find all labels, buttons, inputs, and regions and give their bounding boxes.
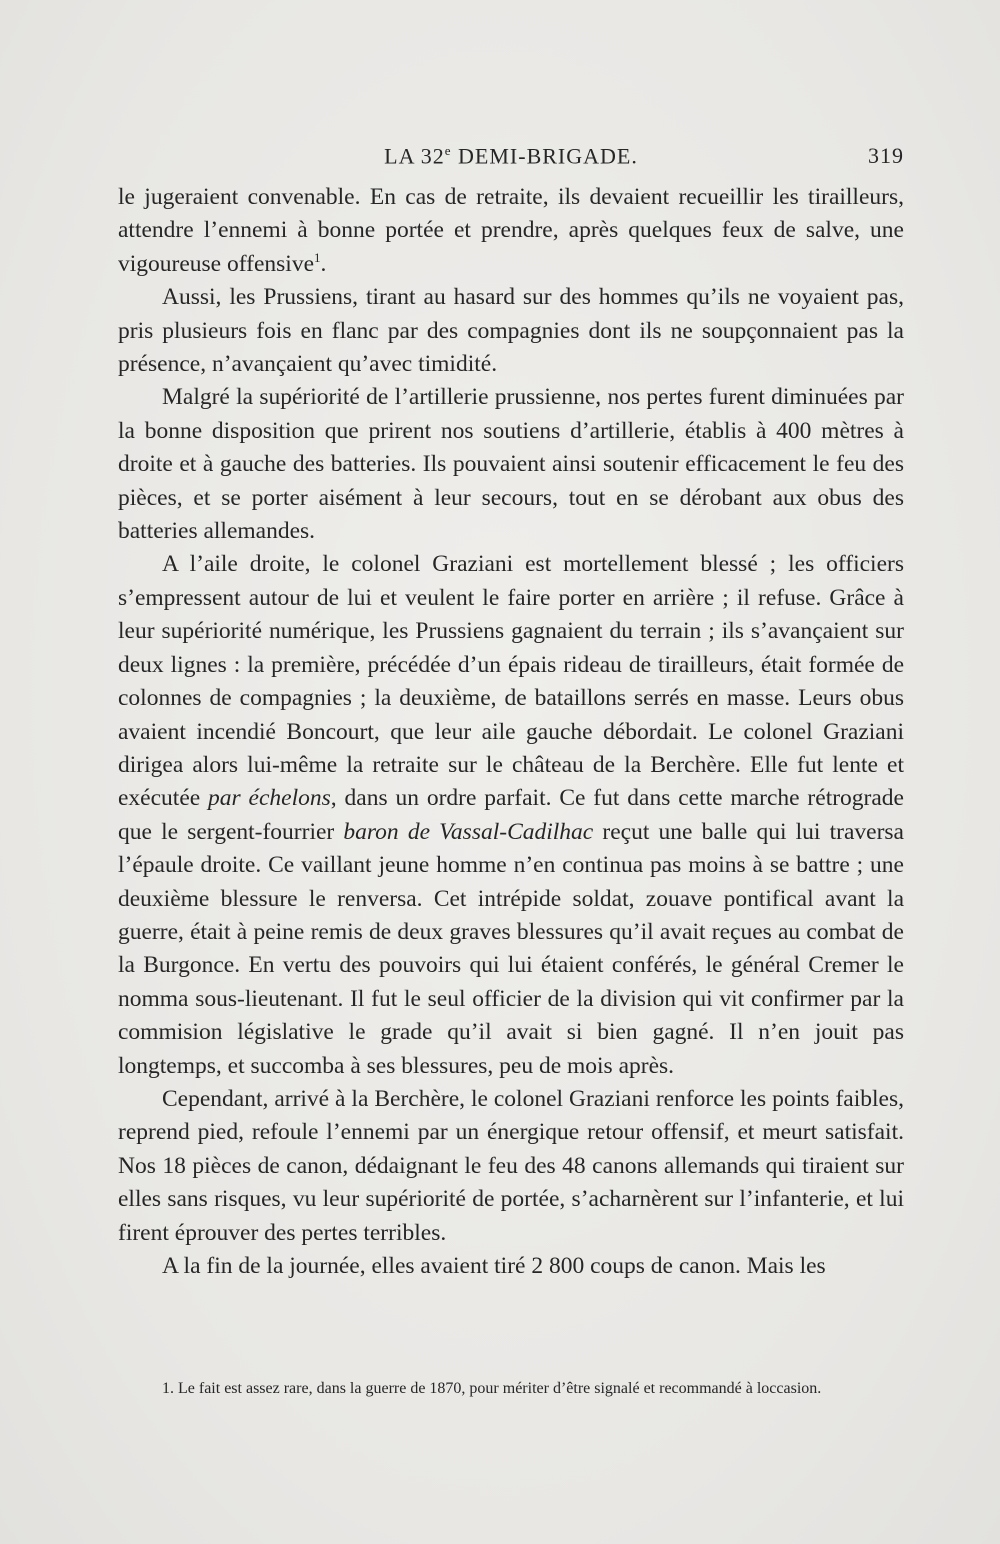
page-number: 319: [868, 143, 904, 168]
paragraph-4: [118, 548, 904, 1083]
paragraph-1-end: .: [320, 250, 327, 277]
italic-name-vassal-cadilhac: baron de Vassal-Cadilhac: [343, 818, 594, 845]
paragraph-1: [118, 181, 904, 281]
paragraph-4-part-a: A l’aile droite, le colonel Graziani est mortellement blessé ; les officiers s’empressent autour de lui et veulent le faire porter en arrière ; il refuse. Grâce à leur supériorité numérique, les Prussiens gagnaient du terrain ; ils s’avançaient sur deux lignes : la première, précédée d’un épais rideau de tirailleurs, était formée de colonnes de compagnies ; la deuxième, de bataillons serrés en masse. Leurs obus avaient incendié Boncourt, que leur aile gauche débordait. Le colonel Graziani dirigea alors lui-même la retraite sur le château de la Berchère. Elle fut lente et exécutée: [118, 551, 904, 812]
italic-par-echelons: par échelons: [208, 785, 331, 812]
page-header: [118, 143, 904, 173]
paragraph-3: Malgré la supériorité de l’artillerie prussienne, nos pertes furent diminuées par la bonne disposition que prirent nos soutiens d’artillerie, établis à 400 mètres à droite et à gauche des batteries. Ils pouvaient ainsi soutenir efficacement le feu des pièces, et se porter aisément à leur secours, tout en se dérobant aux obus des batteries allemandes.: [118, 384, 904, 545]
paragraph-1-text: le jugeraient convenable. En cas de retraite, ils devaient recueillir les tirailleurs, attendre l’ennemi à bonne portée et prendre, après quelques feux de salve, une vigoureuse offensive: [118, 184, 904, 277]
running-title-start: LA 32: [384, 143, 445, 169]
paragraph-6: A la fin de la journée, elles avaient tiré 2 800 coups de canon. Mais les: [162, 1253, 826, 1279]
running-title-end: DEMI-BRIGADE.: [451, 143, 638, 169]
paragraph-4-part-b: , dans un ordre parfait. Ce fut dans cette marche rétrograde que le sergent-fourrier: [118, 785, 904, 845]
footnote: 1. Le fait est assez rare, dans la guerre de 1870, pour mériter d’être signalé et recommandé à loccasion.: [162, 1380, 822, 1397]
paragraph-4-part-c: reçut une balle qui lui traversa l’épaule droite. Ce vaillant jeune homme n’en continua pas moins à se battre ; une deuxième blessure le renversa. Cet intrépide soldat, zouave pontifical avant la guerre, était à peine remis de deux graves blessures qu’il avait reçues au combat de la Burgonce. En vertu des pouvoirs qui lui étaient conférés, le général Cremer le nomma sous-lieutenant. Il fut le seul officier de la division qui vit confirmer par la commision législative le grade qu’il avait si bien gagné. Il n’en jouit pas longtemps, et succomba à ses blessures, peu de mois après.: [118, 818, 904, 1079]
footnote-reference: 1: [314, 249, 321, 265]
running-title: [118, 143, 904, 169]
paragraph-5: Cependant, arrivé à la Berchère, le colonel Graziani renforce les points faibles, reprend pied, refoule l’ennemi par un énergique retour offensif, et meurt satisfait. Nos 18 pièces de canon, dédaignant le feu des 48 canons allemands qui tiraient sur elles sans risques, vu leur supériorité de portée, s’acharnèrent sur l’infanterie, et lui firent éprouver des pertes terribles.: [118, 1085, 904, 1246]
body-text: [118, 181, 904, 1283]
paragraph-2: Aussi, les Prussiens, tirant au hasard sur des hommes qu’ils ne voyaient pas, pris plusieurs fois en flanc par des compagnies dont ils ne soupçonnaient pas la présence, n’avançaient qu’avec timidité.: [118, 284, 904, 378]
running-title-superscript: e: [444, 143, 452, 158]
